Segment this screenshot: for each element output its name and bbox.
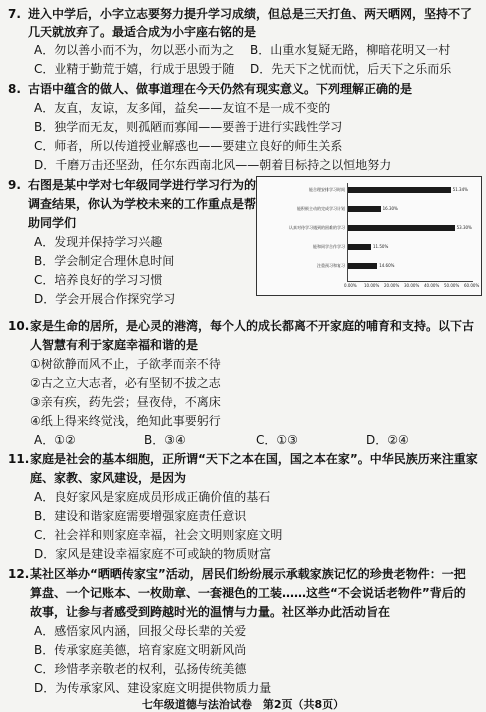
q9-stem-line3: 助同学们 (28, 216, 77, 230)
q8-option-d: D．千磨万击还坚劲，任尔东西南北风——朝着目标持之以恒地努力 (34, 158, 392, 172)
page-footer: 七年级道德与法治试卷 第2页（共8页） (141, 698, 345, 711)
q12-option-b: B．传承家庭美德，培育家庭文明新风尚 (34, 643, 247, 657)
q8-option-a: A．友直，友谅，友多闻，益矣——友谊不是一成不变的 (34, 101, 331, 115)
q10-option-b: B．③④ (144, 433, 186, 447)
q8-option-c: C．师者，所以传道授业解惑也——要建立良好的师生关系 (34, 139, 343, 153)
chart-bar (348, 263, 377, 269)
q7-option-a: A．勿以善小而不为，勿以恶小而为之 (34, 43, 235, 57)
q12-option-d: D．为传承家风、建设家庭文明提供物质力量 (34, 681, 272, 695)
q10-number: 10. (8, 319, 30, 333)
chart-x-tick: 20.00% (384, 283, 400, 288)
q10-item-1: ①树欲静而风不止，子欲孝而亲不待 (30, 357, 221, 371)
chart-category-label: 认真对待学习遇到的困难的学习 (289, 225, 345, 230)
q12-stem-line2: 算盘、一个记账本、一枚勋章、一套褪色的工装……这些“不会说话老物件”背后的 (30, 586, 466, 600)
q11-stem-line2: 庭、家教、家风建设，是因为 (30, 471, 187, 485)
q11-option-b: B．建设和谐家庭需要增强家庭责任意识 (34, 509, 247, 523)
q10-option-d: D．②④ (366, 433, 409, 447)
chart-x-axis (347, 281, 473, 282)
chart-bar (348, 244, 371, 250)
chart-x-tick: 10.00% (364, 283, 380, 288)
chart-category-label: 能积极主动的完成学习计划 (297, 206, 345, 211)
q8-option-b: B．独学而无友，则孤陋而寡闻——要善于进行实践性学习 (34, 120, 343, 134)
q11-stem-line1: 家庭是社会的基本细胞，正所谓“天下之本在国，国之本在家”。中华民族历来注重家 (30, 452, 478, 466)
chart-x-tick: 40.00% (424, 283, 440, 288)
q12-option-a: A．感悟家风内涵，回报父母长辈的关爱 (34, 624, 247, 638)
q12-stem-line1: 某社区举办“晒晒传家宝”活动，居民们纷纷展示承载家族记忆的珍贵老物件：一把 (30, 567, 466, 581)
q10-option-c: C．①③ (256, 433, 298, 447)
q10-option-a: A．①② (34, 433, 76, 447)
chart-x-tick: 0.00% (344, 283, 357, 288)
q9-option-a: A．发现并保持学习兴趣 (34, 235, 163, 249)
chart-category-label: 能合理安排学习时间 (309, 187, 345, 192)
q9-number: 9. (8, 178, 21, 192)
chart-x-tick: 50.00% (444, 283, 460, 288)
q11-number: 11. (8, 452, 30, 466)
q7-option-c: C．业精于勤荒于嬉，行成于思毁于随 (34, 62, 235, 76)
q10-item-2: ②古之立大志者，必有坚韧不拔之志 (30, 376, 221, 390)
q7-stem-line2: 几天就放弃了。最适合成为小宇座右铭的是 (28, 25, 257, 39)
chart-value-label: 11.50% (373, 244, 389, 249)
q12-number: 12. (8, 567, 30, 581)
q8-number: 8. (8, 82, 21, 96)
q9-option-d: D．学会开展合作探究学习 (34, 292, 176, 306)
chart-x-tick: 60.00% (464, 283, 480, 288)
q10-item-4: ④纸上得来终觉浅，绝知此事要躬行 (30, 414, 221, 428)
q12-option-c: C．珍惜孝亲敬老的权利，弘扬传统美德 (34, 662, 247, 676)
chart-value-label: 14.60% (379, 263, 395, 268)
q8-stem-line1: 古语中蕴含的做人、做事道理在今天仍然有现实意义。下列理解正确的是 (28, 82, 413, 96)
chart-category-label: 注重预习和复习 (317, 263, 345, 268)
q9-option-b: B．学会制定合理休息时间 (34, 254, 175, 268)
q9-stem-line2: 调查结果，你认为学校未来的工作重点是帮 (28, 197, 257, 211)
q7-number: 7. (8, 7, 21, 21)
chart-category-label: 能和同学合作学习 (313, 244, 345, 249)
chart-x-tick: 30.00% (404, 283, 420, 288)
q10-stem-line2: 人智慧有利于家庭幸福和谐的是 (30, 338, 199, 352)
q10-item-3: ③亲有疾，药先尝；昼夜侍，不离床 (30, 395, 221, 409)
survey-bar-chart (256, 176, 482, 296)
q11-option-d: D．家风是建设幸福家庭不可或缺的物质财富 (34, 547, 272, 561)
chart-value-label: 53.30% (456, 225, 472, 230)
q7-stem-line1: 进入中学后，小字立志要努力提升学习成绩，但总是三天打鱼、两天晒网，坚持不了 (28, 7, 473, 21)
q12-stem-line3: 故事，让参与者感受到跨越时光的温情与力量。社区举办此活动旨在 (30, 605, 391, 619)
chart-value-label: 51.34% (452, 187, 468, 192)
q7-option-d: D．先天下之忧而忧，后天下之乐而乐 (250, 62, 452, 76)
chart-bar (348, 225, 455, 231)
chart-value-label: 16.30% (382, 206, 398, 211)
q10-stem-line1: 家是生命的居所，是心灵的港湾，每个人的成长都离不开家庭的哺育和支持。以下古 (30, 319, 475, 333)
chart-bar (348, 206, 381, 212)
chart-bar (348, 187, 451, 193)
q11-option-a: A．良好家风是家庭成员形成正确价值的基石 (34, 490, 271, 504)
q9-option-c: C．培养良好的学习习惯 (34, 273, 163, 287)
q11-option-c: C．社会祥和则家庭幸福，社会文明则家庭文明 (34, 528, 283, 542)
q7-option-b: B．山重水复疑无路，柳暗花明又一村 (250, 43, 451, 57)
q9-stem-line1: 右图是某中学对七年级同学进行学习行为的 (28, 178, 257, 192)
